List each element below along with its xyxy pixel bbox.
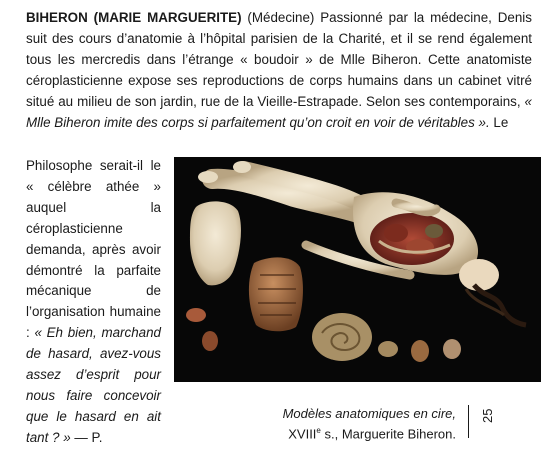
entry-quote-b: « Eh bien, marchand de hasard, avez-vous assez d’esprit pour nous faire concevoir que le hasard en ait tant ? » — [26, 325, 161, 445]
small-organ — [186, 308, 206, 322]
caption-line-1: Modèles anatomiques en cire, — [282, 406, 456, 421]
wax-models-illustration — [174, 157, 541, 382]
entry-paragraph-left — [26, 156, 161, 449]
small-organ — [202, 331, 218, 351]
page-number: 25 — [480, 408, 495, 423]
entry-body-c: Philosophe serait-il le « célèbre athée » auquel la céroplasticienne demanda, après avoir démontré la parfaite mécanique de l’organisation humaine : — [26, 158, 161, 341]
caption-credit: s., Marguerite Biheron. — [320, 426, 456, 442]
wax-figure — [198, 161, 526, 325]
caption-century-sup: e — [316, 426, 321, 435]
photo-caption — [240, 405, 456, 442]
caption-century: XVIII — [288, 426, 317, 442]
small-organ — [411, 340, 429, 362]
entry-paragraph-top — [26, 8, 532, 133]
intestine-model — [312, 313, 372, 361]
anatomical-wax-models-photo — [174, 157, 541, 382]
opened-abdomen — [370, 213, 454, 265]
entry-body-a: (Médecine) Passionné par la médecine, Denis suit des cours d’anatomie à l’hôpital parisien de la Charité, et il se rend également tous les mercredis dans l’étrange « boudoir » de Mlle Biheron. Cette anatomiste céroplasticienne expose ses reproductions de corps humains dans un cabinet vitré situé au milieu de son jardin, rue de la Vieille-Estrapade. Selon ses contemporains, — [26, 10, 532, 109]
small-organ — [378, 341, 398, 357]
caption-line-2 — [240, 422, 456, 442]
caption-divider — [468, 405, 469, 438]
torso-fragment — [190, 201, 241, 285]
entry-body-b: Le — [489, 114, 509, 130]
entry-quote-a: « Mlle Biheron imite des corps si parfaitement qu’on croit en voir de véritables ». — [26, 93, 532, 130]
brown-thorax-model — [249, 257, 303, 331]
small-organ — [443, 339, 461, 359]
entry-headword: BIHERON (MARIE MARGUERITE) — [26, 10, 242, 25]
entry-body-d: — P. — [70, 429, 103, 445]
